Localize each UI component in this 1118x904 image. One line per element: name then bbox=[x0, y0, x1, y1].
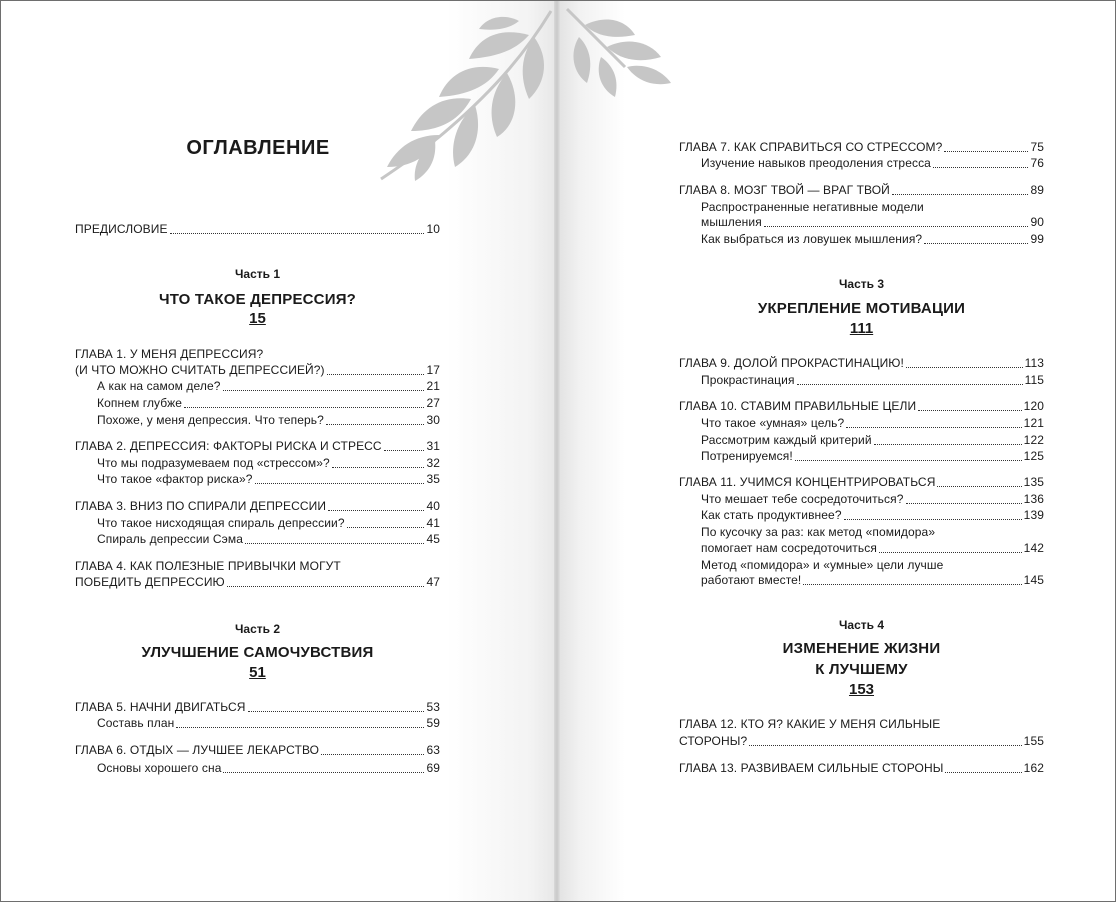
toc-entry-section[interactable] bbox=[97, 395, 440, 411]
entry-page: 35 bbox=[426, 472, 440, 486]
dot-leader bbox=[326, 423, 425, 425]
toc-entry-section[interactable] bbox=[97, 455, 440, 471]
dot-leader bbox=[184, 406, 424, 408]
toc-entry-section[interactable] bbox=[701, 432, 1044, 448]
entry-page: 121 bbox=[1023, 416, 1044, 430]
toc-entry-chapter-7[interactable] bbox=[679, 139, 1044, 155]
entry-page: 135 bbox=[1023, 475, 1044, 489]
toc-entry-chapter-12-line1[interactable]: ГЛАВА 12. КТО Я? КАКИЕ У МЕНЯ СИЛЬНЫЕ bbox=[679, 717, 941, 731]
entry-page: 40 bbox=[426, 499, 440, 513]
entry-label: Что такое «умная» цель? bbox=[701, 416, 845, 430]
dot-leader bbox=[223, 771, 424, 773]
toc-entry-section[interactable] bbox=[701, 572, 1044, 588]
dot-leader bbox=[874, 443, 1022, 445]
dot-leader bbox=[892, 193, 1029, 195]
toc-entry-chapter-10[interactable] bbox=[679, 398, 1044, 414]
toc-entry-section[interactable] bbox=[701, 491, 1044, 507]
toc-entry-chapter-2[interactable] bbox=[75, 438, 440, 454]
entry-label: Изучение навыков преодоления стресса bbox=[701, 156, 931, 170]
entry-page: 142 bbox=[1023, 541, 1044, 555]
dot-leader bbox=[879, 551, 1022, 553]
entry-label: помогает нам сосредоточиться bbox=[701, 541, 877, 555]
entry-page: 76 bbox=[1030, 156, 1044, 170]
entry-label: ГЛАВА 11. УЧИМСЯ КОНЦЕНТРИРОВАТЬСЯ bbox=[679, 475, 936, 489]
dot-leader bbox=[844, 518, 1022, 520]
page-title: ОГЛАВЛЕНИЕ bbox=[186, 137, 330, 159]
dot-leader bbox=[327, 373, 425, 375]
entry-label: Похоже, у меня депрессия. Что теперь? bbox=[97, 413, 324, 427]
entry-page: 32 bbox=[426, 456, 440, 470]
toc-entry-section-line1[interactable]: По кусочку за раз: как метод «помидора» bbox=[701, 525, 936, 539]
entry-page: 75 bbox=[1030, 140, 1044, 154]
entry-page: 31 bbox=[426, 439, 440, 453]
entry-page: 10 bbox=[426, 222, 440, 236]
toc-entry-chapter-13[interactable] bbox=[679, 760, 1044, 776]
entry-page: 21 bbox=[426, 379, 440, 393]
dot-leader bbox=[924, 242, 1028, 244]
entry-label: (И ЧТО МОЖНО СЧИТАТЬ ДЕПРЕССИЕЙ?) bbox=[75, 363, 325, 377]
entry-page: 45 bbox=[426, 532, 440, 546]
toc-entry-preface[interactable] bbox=[75, 221, 440, 237]
entry-label: Прокрастинация bbox=[701, 373, 795, 387]
part-title: УКРЕПЛЕНИЕ МОТИВАЦИИ bbox=[757, 300, 966, 317]
entry-page: 30 bbox=[426, 413, 440, 427]
toc-entry-chapter-4-line1[interactable]: ГЛАВА 4. КАК ПОЛЕЗНЫЕ ПРИВЫЧКИ МОГУТ bbox=[75, 559, 341, 573]
entry-label: ГЛАВА 6. ОТДЫХ — ЛУЧШЕЕ ЛЕКАРСТВО bbox=[75, 743, 320, 757]
entry-page: 145 bbox=[1023, 573, 1044, 587]
toc-entry-section[interactable] bbox=[701, 540, 1044, 556]
dot-leader bbox=[384, 449, 425, 451]
toc-entry-section[interactable] bbox=[97, 760, 440, 776]
toc-entry-section[interactable] bbox=[701, 214, 1044, 230]
entry-label: Что мешает тебе сосредоточиться? bbox=[701, 492, 904, 506]
part-title: УЛУЧШЕНИЕ САМОЧУВСТВИЯ bbox=[141, 644, 374, 661]
entry-page: 41 bbox=[426, 516, 440, 530]
part-page-number[interactable]: 111 bbox=[849, 320, 874, 337]
toc-entry-section[interactable] bbox=[97, 715, 440, 731]
toc-entry-chapter-1[interactable] bbox=[75, 362, 440, 378]
toc-entry-chapter-11[interactable] bbox=[679, 474, 1044, 490]
entry-label: Копнем глубже bbox=[97, 396, 183, 410]
dot-leader bbox=[846, 426, 1021, 428]
dot-leader bbox=[749, 744, 1021, 746]
part-label: Часть 4 bbox=[838, 618, 885, 632]
dot-leader bbox=[906, 502, 1022, 504]
dot-leader bbox=[945, 771, 1021, 773]
entry-label: Как выбраться из ловушек мышления? bbox=[701, 232, 923, 246]
toc-entry-section[interactable] bbox=[97, 378, 440, 394]
entry-label: Как стать продуктивнее? bbox=[701, 508, 842, 522]
entry-label: Что мы подразумеваем под «стрессом»? bbox=[97, 456, 330, 470]
entry-label: Что такое нисходящая спираль депрессии? bbox=[97, 516, 345, 530]
entry-page: 122 bbox=[1023, 433, 1044, 447]
dot-leader bbox=[795, 459, 1022, 461]
toc-entry-chapter-4[interactable] bbox=[75, 574, 440, 590]
entry-page: 59 bbox=[426, 716, 440, 730]
part-title: К ЛУЧШЕМУ bbox=[815, 661, 908, 678]
entry-page: 155 bbox=[1023, 734, 1044, 748]
leaf-branch-icon bbox=[379, 7, 557, 185]
dot-leader bbox=[223, 389, 425, 391]
entry-page: 139 bbox=[1023, 508, 1044, 522]
entry-label: ПОБЕДИТЬ ДЕПРЕССИЮ bbox=[75, 575, 225, 589]
dot-leader bbox=[944, 150, 1028, 152]
entry-label: ГЛАВА 8. МОЗГ ТВОЙ — ВРАГ ТВОЙ bbox=[679, 183, 890, 197]
toc-entry-chapter-9[interactable] bbox=[679, 355, 1044, 371]
toc-entry-chapter-5[interactable] bbox=[75, 699, 440, 715]
entry-label: ГЛАВА 13. РАЗВИВАЕМ СИЛЬНЫЕ СТОРОНЫ bbox=[679, 761, 944, 775]
dot-leader bbox=[933, 166, 1028, 168]
dot-leader bbox=[328, 509, 424, 511]
toc-entry-section[interactable] bbox=[701, 231, 1044, 247]
entry-label: ГЛАВА 7. КАК СПРАВИТЬСЯ СО СТРЕССОМ? bbox=[679, 140, 943, 154]
toc-entry-section[interactable] bbox=[97, 412, 440, 428]
entry-label: А как на самом деле? bbox=[97, 379, 221, 393]
leaf-branch-icon bbox=[565, 7, 675, 99]
toc-entry-chapter-3[interactable] bbox=[75, 498, 440, 514]
toc-entry-section[interactable] bbox=[701, 507, 1044, 523]
toc-entry-section[interactable] bbox=[701, 415, 1044, 431]
entry-label: ГЛАВА 9. ДОЛОЙ ПРОКРАСТИНАЦИЮ! bbox=[679, 356, 904, 370]
entry-label: ГЛАВА 5. НАЧНИ ДВИГАТЬСЯ bbox=[75, 700, 246, 714]
toc-entry-section[interactable] bbox=[97, 471, 440, 487]
entry-label: Основы хорошего сна bbox=[97, 761, 222, 775]
entry-label: Составь план bbox=[97, 716, 175, 730]
entry-label: работают вместе! bbox=[701, 573, 802, 587]
entry-label: Что такое «фактор риска»? bbox=[97, 472, 253, 486]
entry-page: 17 bbox=[426, 363, 440, 377]
entry-page: 47 bbox=[426, 575, 440, 589]
entry-page: 89 bbox=[1030, 183, 1044, 197]
dot-leader bbox=[797, 383, 1023, 385]
toc-entry-section-line1[interactable]: Метод «помидора» и «умные» цели лучше bbox=[701, 558, 944, 572]
entry-label: ГЛАВА 2. ДЕПРЕССИЯ: ФАКТОРЫ РИСКА И СТРЕСС bbox=[75, 439, 382, 453]
entry-page: 136 bbox=[1023, 492, 1044, 506]
toc-entry-section[interactable] bbox=[701, 372, 1044, 388]
part-page-number[interactable]: 15 bbox=[249, 310, 266, 327]
entry-label: Рассмотрим каждый критерий bbox=[701, 433, 872, 447]
toc-entry-section[interactable] bbox=[97, 515, 440, 531]
entry-label: СТОРОНЫ? bbox=[679, 734, 748, 748]
dot-leader bbox=[248, 710, 425, 712]
entry-page: 162 bbox=[1023, 761, 1044, 775]
entry-page: 53 bbox=[426, 700, 440, 714]
toc-entry-chapter-12[interactable] bbox=[679, 733, 1044, 749]
dot-leader bbox=[176, 726, 424, 728]
entry-page: 27 bbox=[426, 396, 440, 410]
part-title: ЧТО ТАКОЕ ДЕПРЕССИЯ? bbox=[158, 291, 357, 308]
entry-page: 120 bbox=[1023, 399, 1044, 413]
part-label: Часть 1 bbox=[234, 267, 281, 281]
toc-entry-section[interactable] bbox=[701, 448, 1044, 464]
dot-leader bbox=[803, 583, 1021, 585]
dot-leader bbox=[332, 466, 425, 468]
entry-label: ГЛАВА 10. СТАВИМ ПРАВИЛЬНЫЕ ЦЕЛИ bbox=[679, 399, 917, 413]
toc-entry-chapter-6[interactable] bbox=[75, 742, 440, 758]
entry-label: Спираль депрессии Сэма bbox=[97, 532, 243, 546]
dot-leader bbox=[227, 585, 425, 587]
part-label: Часть 3 bbox=[838, 277, 885, 291]
part-label: Часть 2 bbox=[234, 622, 281, 636]
dot-leader bbox=[347, 526, 425, 528]
entry-page: 63 bbox=[426, 743, 440, 757]
entry-page: 99 bbox=[1030, 232, 1044, 246]
toc-entry-chapter-1-line1[interactable]: ГЛАВА 1. У МЕНЯ ДЕПРЕССИЯ? bbox=[75, 347, 264, 361]
entry-page: 69 bbox=[426, 761, 440, 775]
part-title: ИЗМЕНЕНИЕ ЖИЗНИ bbox=[782, 640, 941, 657]
toc-entry-chapter-8[interactable] bbox=[679, 182, 1044, 198]
part-page-number[interactable]: 51 bbox=[249, 664, 266, 681]
dot-leader bbox=[245, 542, 424, 544]
part-page-number[interactable]: 153 bbox=[848, 681, 875, 698]
entry-page: 90 bbox=[1030, 215, 1044, 229]
entry-label: мышления bbox=[701, 215, 762, 229]
dot-leader bbox=[906, 366, 1023, 368]
toc-entry-section[interactable] bbox=[97, 531, 440, 547]
dot-leader bbox=[255, 482, 425, 484]
dot-leader bbox=[321, 753, 424, 755]
dot-leader bbox=[937, 485, 1021, 487]
dot-leader bbox=[170, 232, 425, 234]
entry-label: ПРЕДИСЛОВИЕ bbox=[75, 222, 168, 236]
entry-label: ГЛАВА 3. ВНИЗ ПО СПИРАЛИ ДЕПРЕССИИ bbox=[75, 499, 327, 513]
dot-leader bbox=[764, 225, 1029, 227]
toc-entry-section[interactable] bbox=[701, 155, 1044, 171]
entry-page: 113 bbox=[1024, 356, 1044, 370]
entry-page: 115 bbox=[1024, 373, 1044, 387]
entry-page: 125 bbox=[1023, 449, 1044, 463]
dot-leader bbox=[918, 409, 1021, 411]
toc-entry-section-line1[interactable]: Распространенные негативные модели bbox=[701, 200, 924, 214]
entry-label: Потренируемся! bbox=[701, 449, 793, 463]
